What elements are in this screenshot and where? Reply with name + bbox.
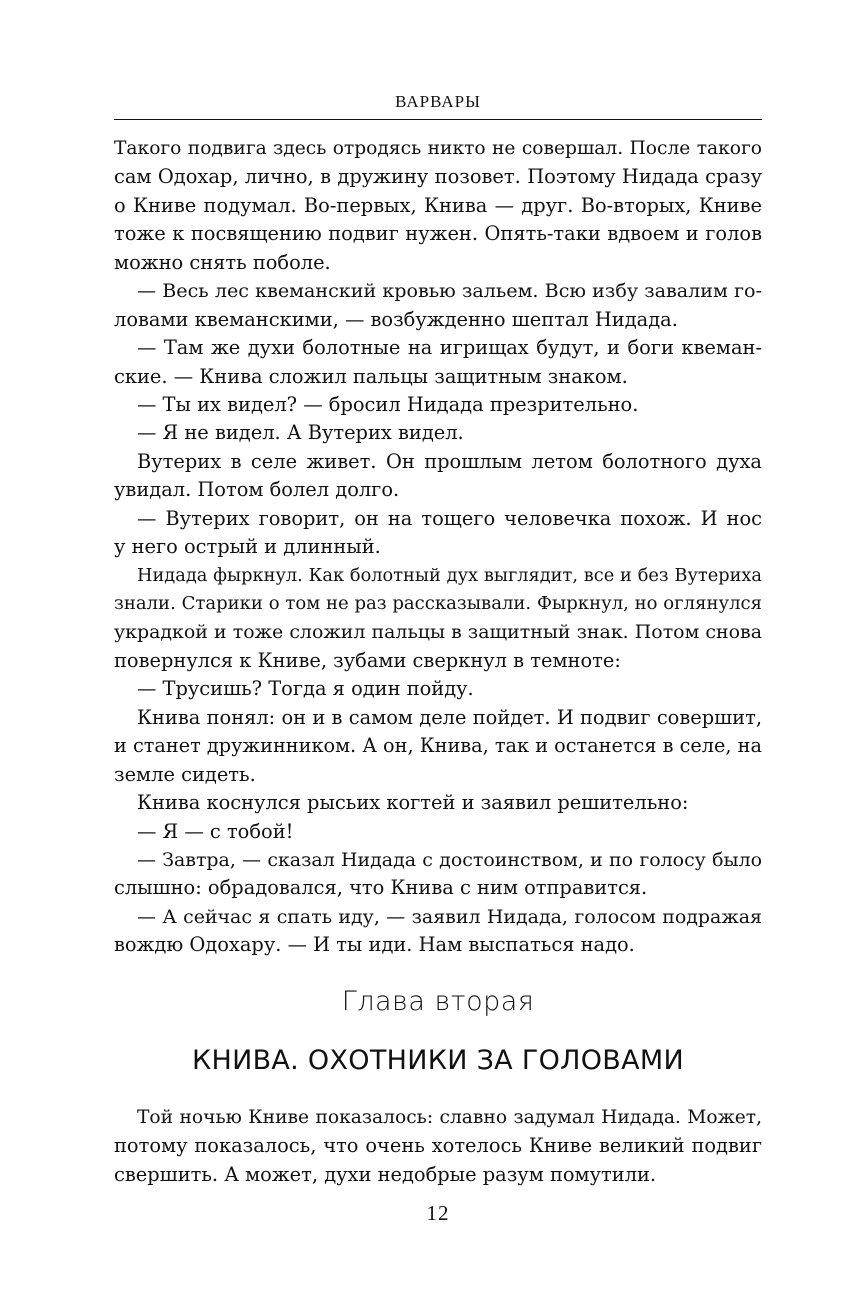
text-line: ловами квеманскими, — возбужденно шептал Нидада. [114,307,678,331]
chapter-title: КНИВА. ОХОТНИКИ ЗА ГОЛОВАМИ [192,1045,684,1076]
text-line: — Весь лес квеманский кровью зальем. Всю избу завалим го- [137,279,762,303]
text-line: Такого подвига здесь отродясь никто не совершал. После такого [114,138,762,159]
text-line: Вутерих в селе живет. Он прошлым летом болотного духа [137,449,762,473]
text-line: ские. — Книва сложил пальцы защитным знаком. [114,364,628,388]
running-head-title: ВАРВАРЫ [395,92,481,111]
text-line: о Книве подумал. Во-первых, Книва — друг. Во-вторых, Книве [114,193,762,217]
text-line: — Я не видел. А Вутерих видел. [137,421,464,445]
page-number: 12 [426,1201,450,1225]
body-text [114,135,762,960]
text-line: свершить. А может, духи недобрые разум помутили. [114,1162,657,1186]
book-page [114,0,762,1312]
text-line: Книва коснулся рысьих когтей и заявил решительно: [137,791,689,815]
text-line: земле сидеть. [114,762,256,786]
chapter-text [114,1104,762,1189]
text-line: — А сейчас я спать иду, — заявил Нидада, голосом подражая [137,905,762,928]
text-line: слышно: обрадовался, что Книва с ним отправится. [114,876,648,900]
text-line: и станет дружинником. А он, Книва, так и останется в селе, на [114,734,762,758]
text-line: у него острый и длинный. [114,535,381,559]
text-line: потому показалось, что очень хотелось Книве великий подвиг [114,1134,762,1158]
text-line: украдкой и тоже сложил пальцы в защитный знак. Потом снова [114,621,762,644]
text-line: — Завтра, — сказал Нидада с достоинством, и по голосу было [137,848,762,871]
text-line: можно снять поболе. [114,250,331,274]
chapter-number: Глава вторая [341,986,535,1017]
text-line: увидал. Потом болел долго. [114,478,400,502]
text-line: Той ночью Книве показалось: славно задумал Нидада. Может, [137,1107,762,1128]
text-line: — Я — с тобой! [137,819,294,843]
text-line: повернулся к Книве, зубами сверкнул в темноте: [114,648,621,672]
text-line: — Ты их видел? — бросил Нидада презрительно. [137,392,639,416]
text-line: тоже к посвящению подвиг нужен. Опять-таки вдвоем и голов [114,222,762,246]
text-line: вождю Одохару. — И ты иди. Нам выспаться надо. [114,933,635,957]
text-line: Книва понял: он и в самом деле пойдет. И подвиг совершит, [137,705,762,729]
text-line: — Там же духи болотные на игрищах будут, и боги квеман- [137,336,762,360]
text-line: сам Одохар, лично, в дружину позовет. Поэтому Нидада сразу [114,165,762,189]
header-rule [114,119,762,120]
text-line: знали. Старики о том не раз рассказывали. Фыркнул, но оглянулся [114,593,762,614]
text-line: Нидада фыркнул. Как болотный дух выглядит, все и без Вутериха [137,565,762,586]
text-line: — Вутерих говорит, он на тощего человечка похож. И нос [137,506,762,530]
text-line: — Трусишь? Тогда я один пойду. [137,677,474,701]
